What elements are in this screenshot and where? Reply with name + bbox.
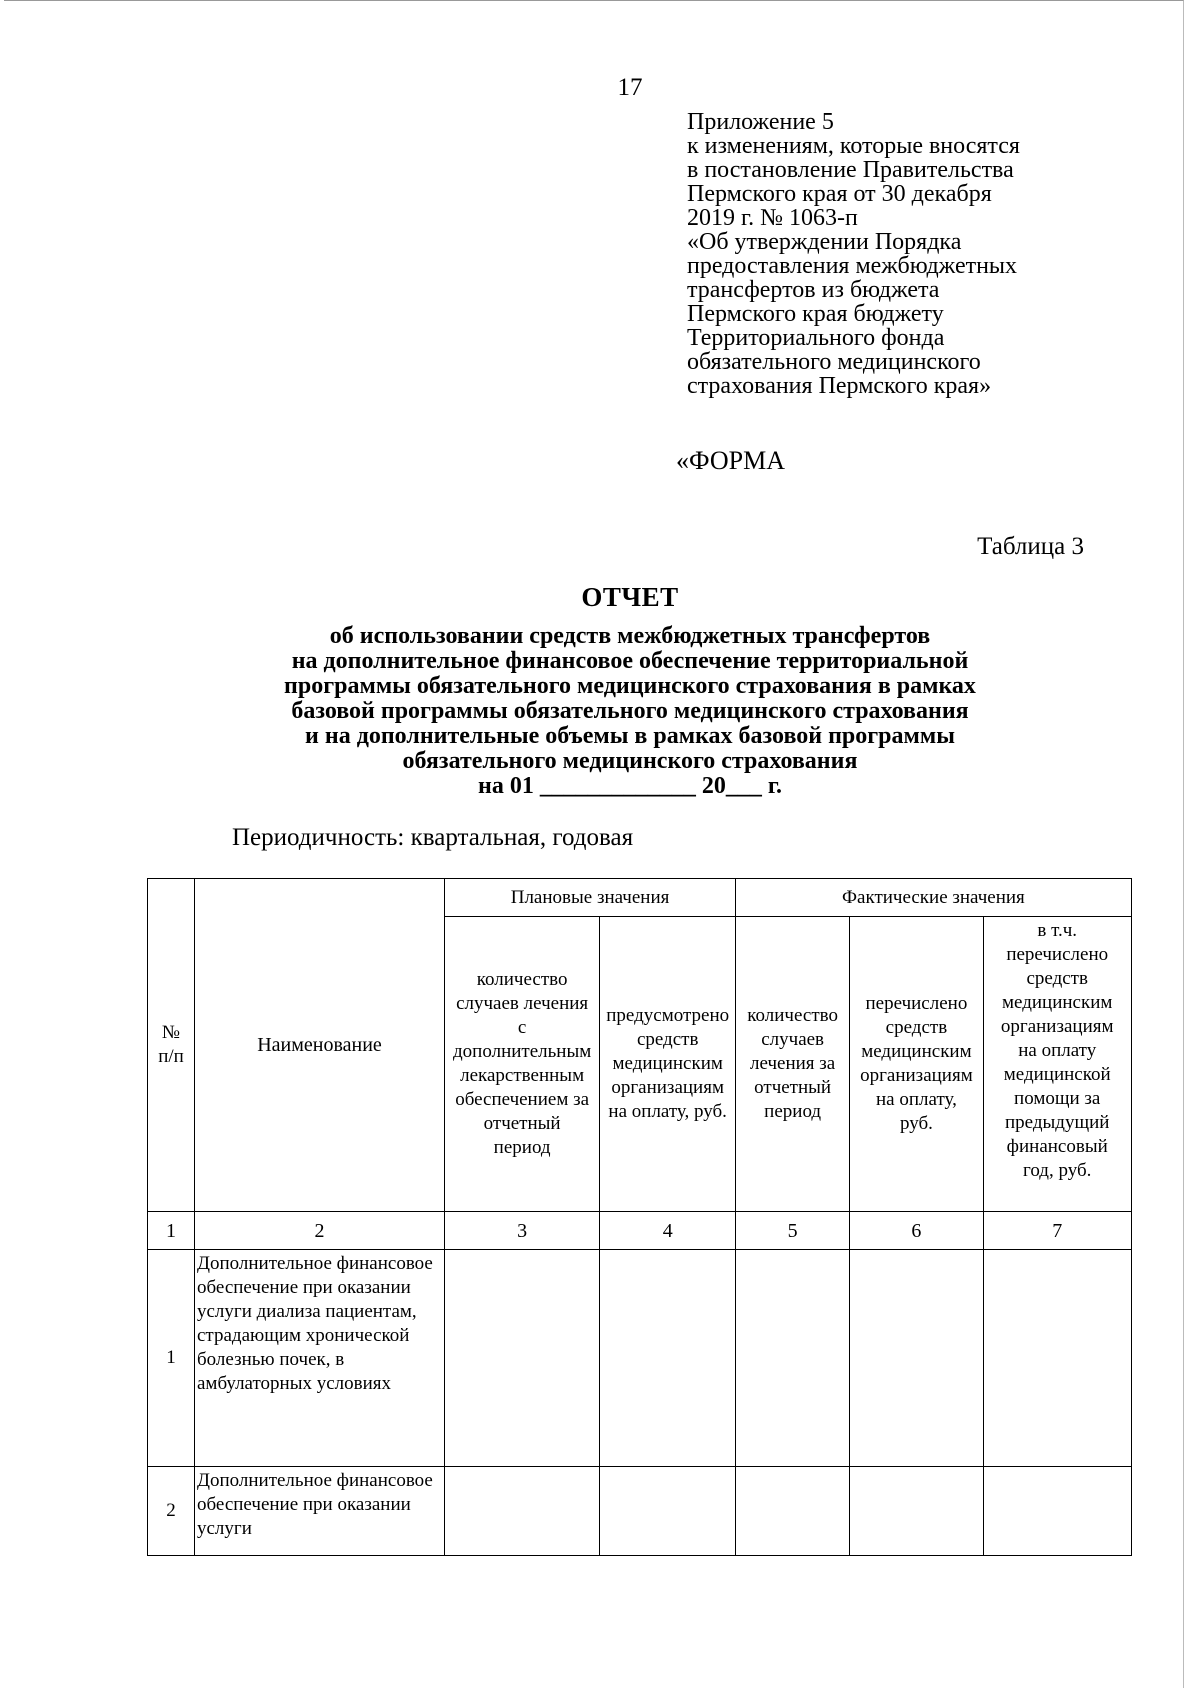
annex-line: к изменениям, которые вносятся	[687, 133, 1020, 159]
table-row	[148, 1250, 1132, 1467]
document-subtitle	[0, 624, 1200, 799]
annex-line: «Об утверждении Порядка	[687, 229, 962, 255]
header-row-groups	[148, 879, 1132, 917]
subtitle-line: и на дополнительные объемы в рамках базовой программы	[305, 723, 955, 749]
annex-line: Пермского края бюджету	[687, 301, 944, 327]
table-cell	[445, 1250, 600, 1467]
subtitle-date-line: на 01 _____________ 20___ г.	[477, 773, 783, 799]
column-number: 3	[445, 1212, 600, 1250]
header-col-3: количество случаев лечения с дополнительным лекарственным обеспечением за отчетный период	[445, 917, 600, 1212]
row-name: Дополнительное финансовое обеспечение при оказании услуги	[195, 1467, 445, 1556]
annex-line: в постановление Правительства	[687, 157, 1014, 183]
annex-line: Приложение 5	[687, 109, 834, 135]
table-row	[148, 1467, 1132, 1556]
annex-line: предоставления межбюджетных	[687, 253, 1018, 279]
annex-line: Пермского края от 30 декабря	[687, 181, 992, 207]
header-col-7: в т.ч. перечислено средств медицинским организациям на оплату медицинской помощи за предыдущий финансовый год, руб.	[983, 917, 1131, 1212]
document-title: ОТЧЕТ	[581, 582, 679, 612]
subtitle-line: обязательного медицинского страхования	[402, 748, 858, 774]
column-number: 1	[148, 1212, 195, 1250]
annex-line: 2019 г. № 1063-п	[687, 205, 858, 231]
table-cell	[600, 1250, 736, 1467]
subtitle-line: об использовании средств межбюджетных трансфертов	[329, 623, 931, 649]
table-cell	[983, 1467, 1131, 1556]
header-group-planned: Плановые значения	[445, 879, 736, 917]
header-col-6: перечислено средств медицинским организациям на оплату, руб.	[850, 917, 984, 1212]
column-numbers-row	[148, 1212, 1132, 1250]
table-cell	[736, 1467, 850, 1556]
column-number: 2	[195, 1212, 445, 1250]
header-group-actual: Фактические значения	[736, 879, 1132, 917]
subtitle-line: на дополнительное финансовое обеспечение территориальной	[291, 648, 969, 674]
column-number: 7	[983, 1212, 1131, 1250]
column-number: 4	[600, 1212, 736, 1250]
row-number: 2	[148, 1467, 195, 1556]
form-label: «ФОРМА	[676, 446, 785, 475]
header-col-4: предусмотрено средств медицинским организациям на оплату, руб.	[600, 917, 736, 1212]
report-table	[147, 878, 1132, 1556]
column-number: 6	[850, 1212, 984, 1250]
table-cell	[850, 1250, 984, 1467]
table-cell	[600, 1467, 736, 1556]
header-col-name: Наименование	[195, 879, 445, 1212]
annex-line: страхования Пермского края»	[687, 373, 992, 399]
table-cell	[850, 1467, 984, 1556]
page-number: 17	[617, 74, 643, 101]
header-col-5: количество случаев лечения за отчетный период	[736, 917, 850, 1212]
annex-block	[687, 110, 1107, 398]
row-number: 1	[148, 1250, 195, 1467]
column-number: 5	[736, 1212, 850, 1250]
subtitle-line: базовой программы обязательного медицинского страхования	[291, 698, 969, 724]
row-name: Дополнительное финансовое обеспечение при оказании услуги диализа пациентам, страдающим хронической болезнью почек, в амбулаторных условиях	[195, 1250, 445, 1467]
annex-line: обязательного медицинского	[687, 349, 981, 375]
subtitle-line: программы обязательного медицинского страхования в рамках	[284, 673, 976, 699]
annex-line: трансфертов из бюджета	[687, 277, 940, 303]
header-col-number: № п/п	[148, 879, 195, 1212]
annex-line: Территориального фонда	[687, 325, 945, 351]
table-cell	[445, 1467, 600, 1556]
table-cell	[736, 1250, 850, 1467]
table-label: Таблица 3	[977, 533, 1084, 560]
table-cell	[983, 1250, 1131, 1467]
periodicity: Периодичность: квартальная, годовая	[232, 824, 634, 851]
